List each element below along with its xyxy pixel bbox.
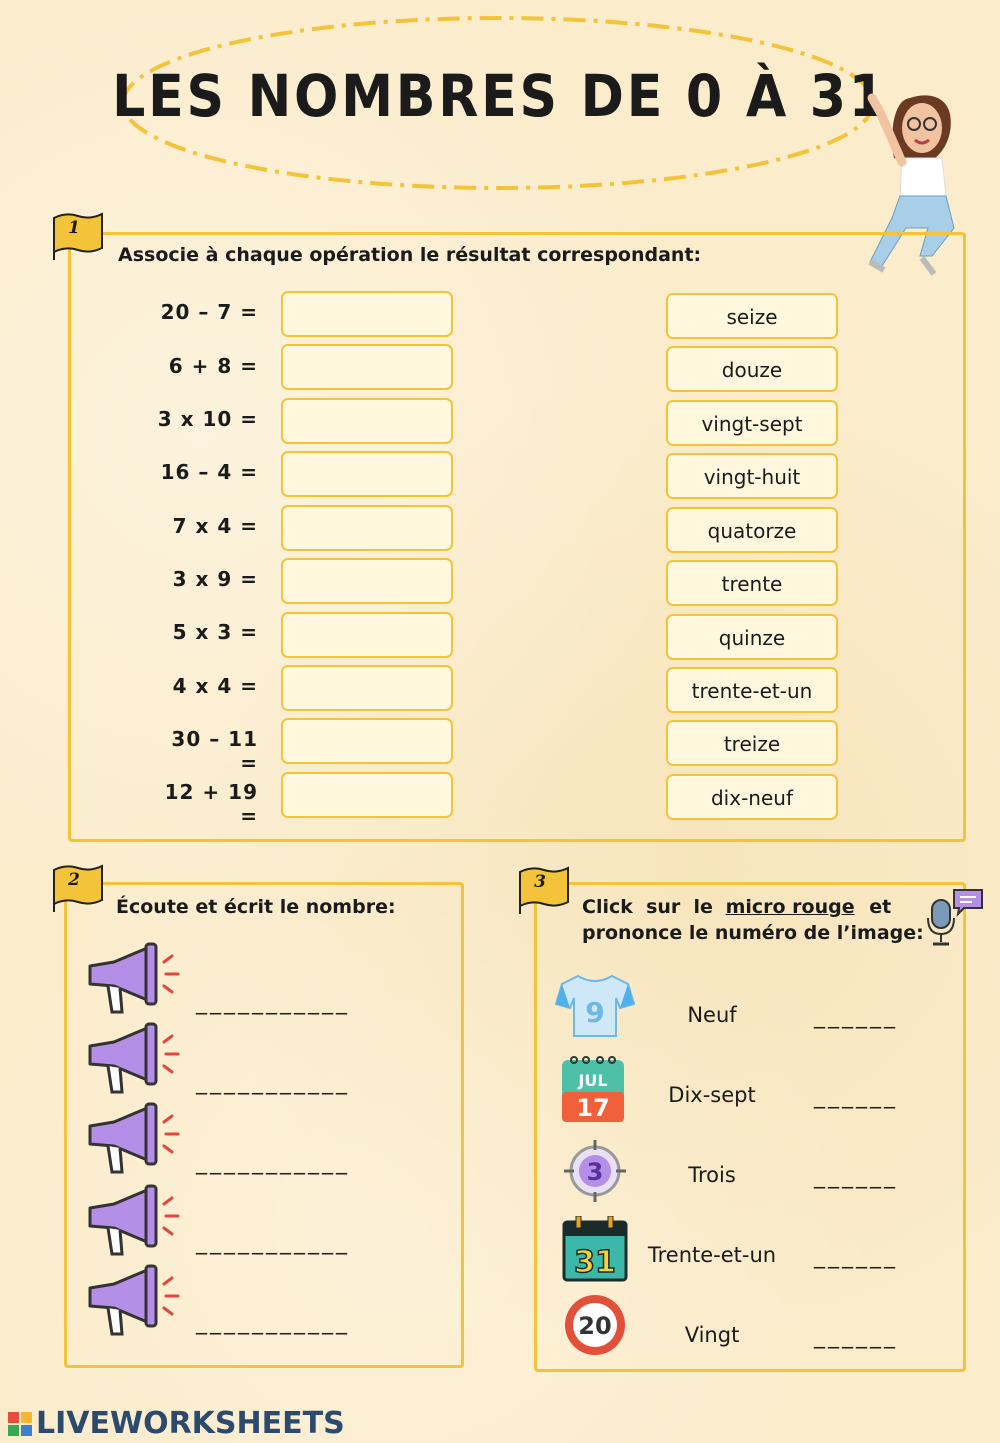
draggable-word[interactable]: treize bbox=[666, 720, 838, 766]
draggable-word[interactable]: trente bbox=[666, 560, 838, 606]
calendar-day: 17 bbox=[576, 1094, 610, 1122]
calendar-day: 31 bbox=[574, 1245, 616, 1280]
answer-blank[interactable]: ___________ bbox=[196, 990, 350, 1015]
answer-drop-zone[interactable] bbox=[281, 718, 453, 764]
section-3-instruction-line2: prononce le numéro de l’image: bbox=[582, 922, 924, 944]
draggable-word[interactable]: trente-et-un bbox=[666, 667, 838, 713]
megaphone-icon[interactable] bbox=[84, 1184, 184, 1258]
answer-blank[interactable]: ___________ bbox=[196, 1310, 350, 1335]
section-1-flag bbox=[52, 212, 108, 260]
answer-drop-zone[interactable] bbox=[281, 612, 453, 658]
red-mic-link: micro rouge bbox=[725, 896, 855, 918]
number-word-label: Trente-et-un bbox=[647, 1243, 777, 1267]
number-word-label: Neuf bbox=[687, 1003, 737, 1027]
answer-drop-zone[interactable] bbox=[281, 665, 453, 711]
answer-drop-zone[interactable] bbox=[281, 772, 453, 818]
answer-drop-zone[interactable] bbox=[281, 344, 453, 390]
page-title: LES NOMBRES DE 0 À 31 bbox=[112, 62, 888, 130]
section-1-instruction: Associe à chaque opération le résultat correspondant: bbox=[118, 244, 702, 266]
jersey-number: 9 bbox=[585, 996, 605, 1029]
answer-blank[interactable]: ______ bbox=[814, 1244, 898, 1269]
operation-label: 16 – 4 = bbox=[160, 460, 258, 484]
answer-blank[interactable]: ___________ bbox=[196, 1070, 350, 1095]
operation-label: 30 – 11 = bbox=[171, 727, 258, 775]
number-word-label: Dix-sept bbox=[668, 1083, 756, 1107]
draggable-word[interactable]: douze bbox=[666, 346, 838, 392]
section-2-instruction: Écoute et écrit le nombre: bbox=[116, 896, 396, 918]
calendar-month: JUL bbox=[578, 1071, 608, 1090]
instruction-text: et bbox=[869, 896, 892, 918]
section-3-instruction bbox=[582, 896, 922, 918]
answer-drop-zone[interactable] bbox=[281, 505, 453, 551]
section-3-flag bbox=[518, 866, 574, 914]
operation-label: 7 x 4 = bbox=[172, 514, 258, 538]
operation-label: 3 x 9 = bbox=[172, 567, 258, 591]
draggable-word[interactable]: vingt-sept bbox=[666, 400, 838, 446]
operation-label: 12 + 19 = bbox=[164, 780, 258, 828]
megaphone-icon[interactable] bbox=[84, 1102, 184, 1176]
calendar-jul-17-icon bbox=[560, 1054, 628, 1124]
number-word-label: Vingt bbox=[684, 1323, 740, 1347]
calendar-31-icon bbox=[562, 1216, 628, 1282]
megaphone-icon[interactable] bbox=[84, 1022, 184, 1096]
number-word-label: Trois bbox=[688, 1163, 736, 1187]
target-3-icon bbox=[562, 1138, 628, 1204]
target-number: 3 bbox=[586, 1158, 604, 1186]
section-3-number: 3 bbox=[534, 872, 546, 892]
section-2-number: 2 bbox=[68, 870, 80, 890]
answer-drop-zone[interactable] bbox=[281, 451, 453, 497]
microphone-icon[interactable] bbox=[924, 888, 986, 950]
answer-blank[interactable]: ______ bbox=[814, 1324, 898, 1349]
draggable-word[interactable]: dix-neuf bbox=[666, 774, 838, 820]
answer-blank[interactable]: ______ bbox=[814, 1084, 898, 1109]
instruction-text: Click sur le bbox=[582, 896, 713, 918]
answer-drop-zone[interactable] bbox=[281, 558, 453, 604]
draggable-word[interactable]: quatorze bbox=[666, 507, 838, 553]
liveworksheets-logo-icon bbox=[8, 1412, 32, 1436]
draggable-word[interactable]: quinze bbox=[666, 614, 838, 660]
megaphone-icon[interactable] bbox=[84, 942, 184, 1016]
megaphone-icon[interactable] bbox=[84, 1264, 184, 1338]
section-2-flag bbox=[52, 864, 108, 912]
jersey-9-icon bbox=[554, 972, 636, 1040]
answer-blank[interactable]: ___________ bbox=[196, 1230, 350, 1255]
section-1-number: 1 bbox=[68, 218, 80, 238]
answer-blank[interactable]: ______ bbox=[814, 1164, 898, 1189]
speed-sign-20-icon bbox=[562, 1292, 628, 1358]
answer-blank[interactable]: ___________ bbox=[196, 1150, 350, 1175]
draggable-word[interactable]: seize bbox=[666, 293, 838, 339]
operation-label: 4 x 4 = bbox=[172, 674, 258, 698]
liveworksheets-logo-text[interactable]: LIVEWORKSHEETS bbox=[36, 1406, 345, 1441]
operation-label: 3 x 10 = bbox=[157, 407, 258, 431]
operation-label: 6 + 8 = bbox=[168, 354, 258, 378]
operation-label: 20 – 7 = bbox=[160, 300, 258, 324]
sign-number: 20 bbox=[578, 1312, 612, 1340]
answer-drop-zone[interactable] bbox=[281, 398, 453, 444]
operation-label: 5 x 3 = bbox=[172, 620, 258, 644]
answer-drop-zone[interactable] bbox=[281, 291, 453, 337]
draggable-word[interactable]: vingt-huit bbox=[666, 453, 838, 499]
answer-blank[interactable]: ______ bbox=[814, 1004, 898, 1029]
